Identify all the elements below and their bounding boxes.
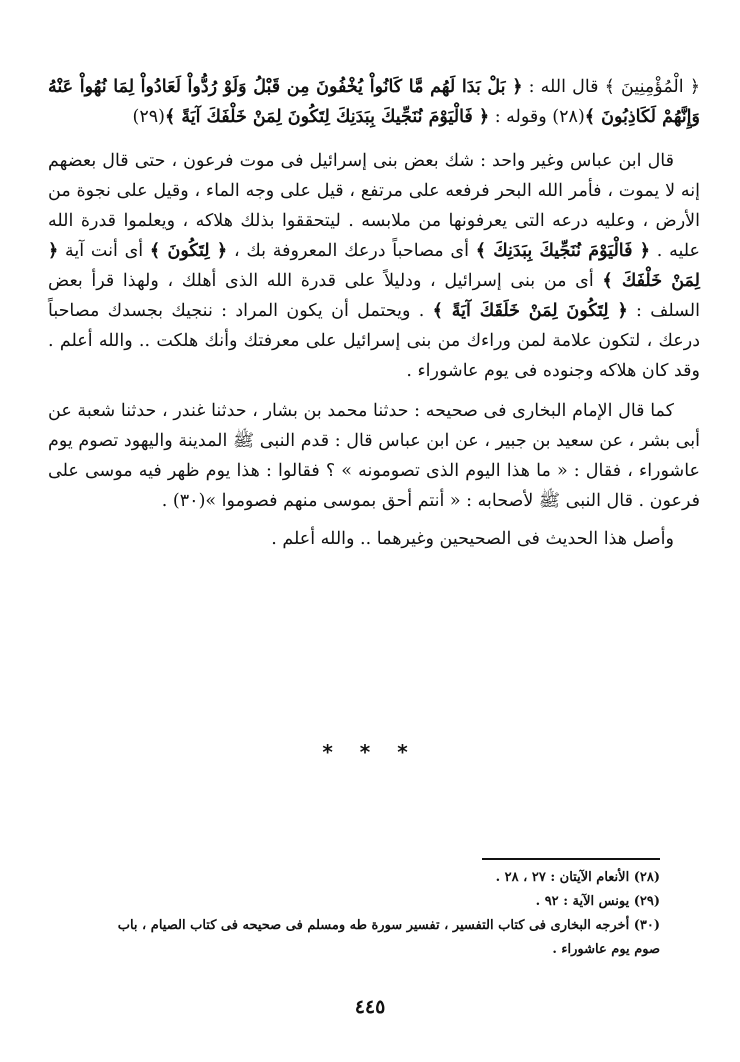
quran-verse: ﴿ لِمَنْ خَلْفَكَ ﴾ xyxy=(48,241,700,291)
text-run: أى أنت آية xyxy=(58,241,150,261)
text-run: قال ابن عباس وغير واحد : شك بعض بنى إسرائيل فى موت فرعون ، حتى قال بعضهم إنه لا يموت ، فأمر الله البحر فرفعه على مرتفع ، قيل على وجه الماء ، وقيل على نجوة من الأرض ، وعليه درعه التى يعرفونها من ملابسه . ليتحققوا بذلك هلاكه ، ويعلموا قدرة الله عليه . xyxy=(48,151,701,261)
text-run: ﴿ الْمُؤْمِنِينَ ﴾ قال الله : xyxy=(522,77,701,97)
paragraph-commentary xyxy=(48,146,700,386)
text-run: أى مصاحباً درعك المعروفة بك ، xyxy=(227,241,476,261)
text-run: كما قال الإمام البخارى فى صحيحه : حدثنا محمد بن بشار ، حدثنا غندر ، حدثنا شعبة عن أبى بشر ، عن سعيد بن جبير ، عن ابن عباس قال : قدم النبى ﷺ المدينة واليهود تصوم يوم عاشوراء ، فقال : « ما هذا اليوم الذى تصومونه » ؟ فقالوا : هذا يوم ظهر فيه موسى على فرعون . قال النبى ﷺ لأصحابه : « أنتم أحق بموسى منهم فصوموا » xyxy=(48,401,700,511)
quran-verse: ﴿ فَالْيَوْمَ نُنَجِّيكَ بِبَدَنِكَ لِتَكُونَ لِمَنْ خَلْفَكَ آيَةً ﴾ xyxy=(165,107,490,127)
footnote-30: (٣٠) أخرجه البخارى فى كتاب التفسير ، تفسير سورة طه ومسلم فى صحيحه فى كتاب الصيام ، باب صوم يوم عاشوراء . xyxy=(117,918,660,957)
footnote-ref: (٣٠) . xyxy=(161,491,206,511)
quran-verse: ﴿ فَالْيَوْمَ نُنَجِّيكَ بِبَدَنِكَ ﴾ xyxy=(475,241,651,261)
quran-verse: ﴿ لِتَكُونَ لِمَنْ خَلَقَكَ آيَةً ﴾ xyxy=(432,301,628,321)
footnote-ref: (٢٨) وقوله : xyxy=(489,107,585,127)
quran-verse: ﴿ بَلْ بَدَا لَهُم مَّا كَانُواْ يُخْفُونَ مِن قَبْلُ وَلَوْ رُدُّواْ لَعَادُواْ لِمَا نُهُواْ عَنْهُ وَإِنَّهُمْ لَكَاذِبُونَ ﴾ xyxy=(48,77,700,127)
footnote-ref: (٢٩) xyxy=(132,107,165,127)
footnote-28: (٢٨) الأنعام الآيتان : ٢٧ ، ٢٨ . xyxy=(495,870,660,885)
page-number: ٤٤٥ xyxy=(354,996,386,1018)
footnote-29: (٢٩) يونس الآية : ٩٢ . xyxy=(535,894,660,909)
text-run: وأصل هذا الحديث فى الصحيحين وغيرهما .. والله أعلم . xyxy=(271,529,674,549)
paragraph-quran-verses xyxy=(48,72,700,132)
paragraph-closing xyxy=(48,524,700,554)
footnotes xyxy=(92,866,660,962)
quran-verse: ﴿ لِتَكُونَ ﴾ xyxy=(149,241,228,261)
section-separator: * * * xyxy=(322,740,418,764)
text-run: أى من بنى إسرائيل ، ودليلاً على قدرة الله الذى أهلك ، ولهذا قرأ بعض السلف : xyxy=(48,271,700,321)
footnote-divider xyxy=(482,858,660,860)
main-text xyxy=(48,72,700,554)
text-run: . ويحتمل أن يكون المراد : ننجيك بجسدك مصاحباً درعك ، لتكون علامة لمن وراءك من بنى إسرائيل على معرفتك وأنك هلكت .. والله أعلم . وقد كان هلاكه وجنوده فى يوم عاشوراء . xyxy=(48,301,700,381)
paragraph-hadith xyxy=(48,396,700,516)
